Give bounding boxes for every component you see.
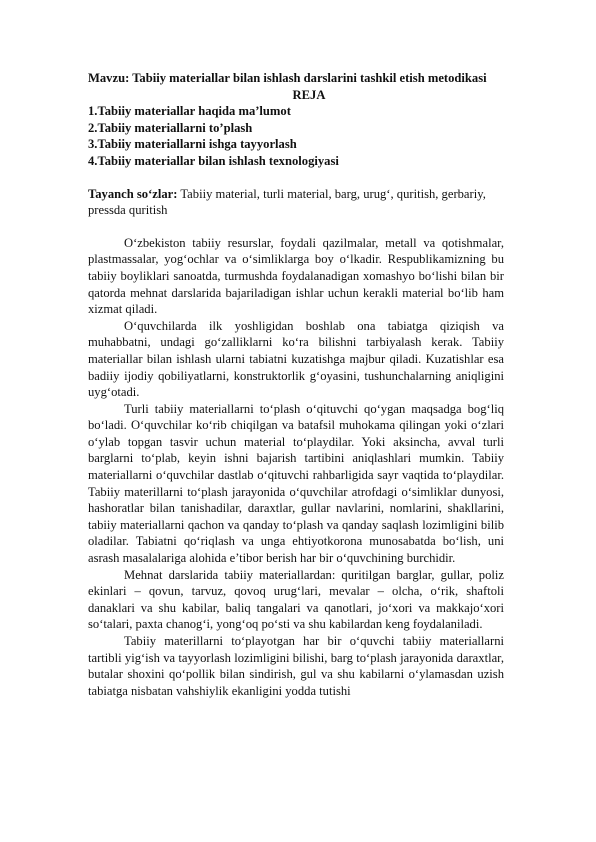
plan-item: 1.Tabiiy materiallar haqida ma’lumot xyxy=(88,104,291,119)
document-page xyxy=(88,70,504,699)
body-paragraph: O‘zbekiston tabiiy resurslar, foydali qazilmalar, metall va qotishmalar, plastmassalar, yog‘ochlar va o‘simliklarga boy o‘lkadir. Respublikamizning bu tabiiy boyliklari sanoatda, turmushda foydalanadigan xomashyo bo‘lishi bilan bir qatorda mehnat darslarida bajariladigan ishlar uchun kerakli material bo‘lib ham xizmat qiladi. xyxy=(88,235,504,317)
keywords-label: Tayanch so‘zlar: xyxy=(88,186,178,201)
plan-item: 2.Tabiiy materiallarni to’plash xyxy=(88,120,253,135)
plan-list xyxy=(88,103,504,169)
plan-heading: REJA xyxy=(292,87,326,102)
plan-item: 4.Tabiiy materiallar bilan ishlash texnologiyasi xyxy=(88,153,339,168)
document-title: Mavzu: Tabiiy materiallar bilan ishlash darslarini tashkil etish metodikasi xyxy=(88,71,487,85)
plan-item: 3.Tabiiy materiallarni ishga tayyorlash xyxy=(88,137,297,152)
body-paragraph: O‘quvchilarda ilk yoshligidan boshlab ona tabiatga qiziqish va muhabbatni, undagi go‘zalliklarni ko‘ra bilishni tarbiyalash kerak. Tabiiy materiallar bilan ishlash ularni tabiatni kuzatishga majbur qiladi. Kuzatishlar esa badiiy ijodiy qobiliyatlarni, konstruktorlik g‘oyasini, tushunchalarning aniqligini uyg‘otadi. xyxy=(88,318,504,400)
body-paragraph: Turli tabiiy materiallarni to‘plash o‘qituvchi qo‘ygan maqsadga bog‘liq bo‘ladi. O‘quvchilar ko‘rib chiqilgan va batafsil muhokama qilingan yoki o‘zlari o‘ylab topgan tasvir uchun material to‘playdilar. Yoki aksincha, avval turli barglarni to‘plab, keyin ishni bajarish tartibini aniqlashlari mumkin. Tabiiy materiallarni o‘quvchilar dastlab o‘qituvchi rahbarligida sayr vaqtida to‘playdilar. Tabiiy materillarni to‘plash jarayonida o‘quvchilar atrofdagi o‘simliklar dunyosi, hashoratlar bilan tanishadilar, daraxtlar, gullar navlarini, nomlarini, shakllarini, tabiiy materiallarni qachon va qanday to‘plash va qanday saqlash lozimligini bilib oladilar. Tabiatni qo‘riqlash va unga ehtiyotkorona munosabatda bo‘lish, uni asrash masalalariga alohida e’tibor berish har bir o‘quvchining burchidir. xyxy=(88,401,504,566)
keywords-paragraph xyxy=(88,186,504,219)
keywords-text: Tabiiy material, turli material, barg, urug‘, quritish, gerbariy, pressda quritish xyxy=(88,186,486,218)
body-paragraph: Tabiiy materillarni to‘playotgan har bir o‘quvchi tabiiy materiallarni tartibli yig‘ish va tayyorlash lozimligini bilishi, barg to‘plash jarayonida daraxtlar, butalar shoxini qo‘pollik bilan sindirish, gul va shu kabilarni o‘ylamasdan uzish tabiatga nisbatan vahshiylik ekanligini yodda tutishi xyxy=(88,634,504,698)
body-paragraph: Mehnat darslarida tabiiy materiallardan: quritilgan barglar, gullar, poliz ekinlari – qovun, tarvuz, qovoq urug‘lari, mevalar – olcha, o‘rik, shaftoli danaklari va shu kabilar, baliq tangalari va qanotlari, jo‘xori va makkajo‘xori so‘talari, paxta chanog‘i, yong‘oq po‘sti va shu kabilardan keng foydalaniladi. xyxy=(88,567,504,632)
